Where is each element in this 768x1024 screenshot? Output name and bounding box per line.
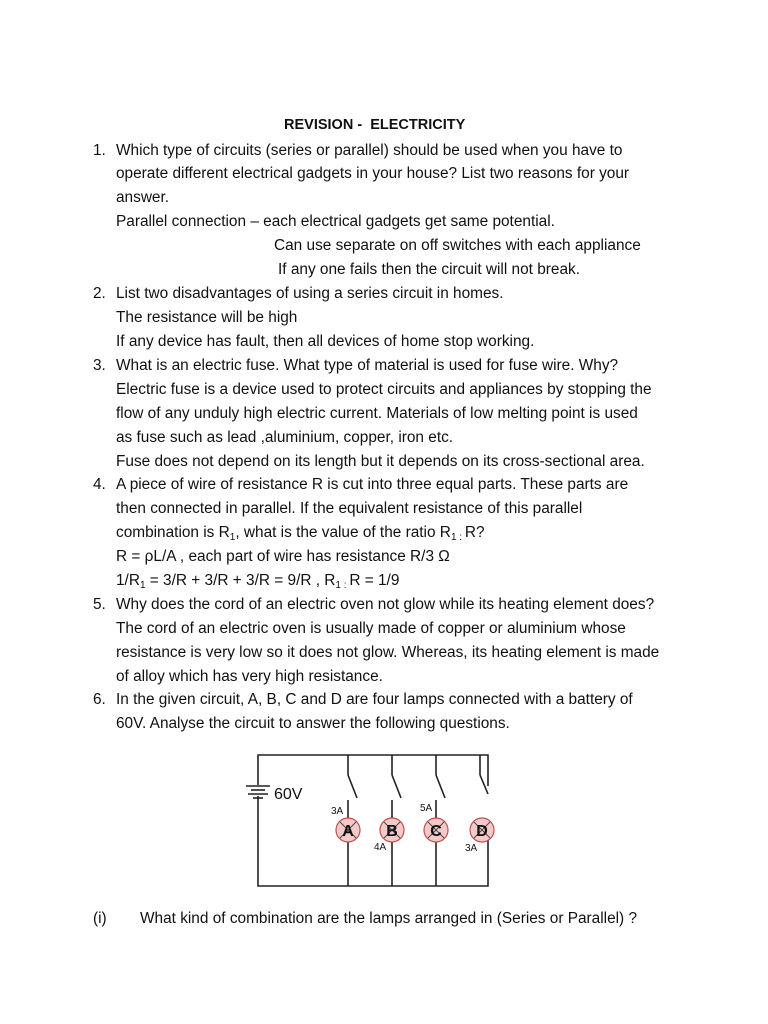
question-line: combination is $R_1$, what is the value of the ratio $R_{1 :}$ R? bbox=[116, 524, 485, 543]
answer-line: of alloy which has very high resistance. bbox=[116, 668, 383, 685]
question-number: 1. bbox=[93, 142, 106, 159]
answer-line: resistance is very low so it does not glow. Whereas, its heating element is made bbox=[116, 644, 660, 661]
answer-line: as fuse such as lead ,aluminium, copper, iron etc. bbox=[116, 429, 454, 446]
lamp-label-b: B bbox=[386, 823, 398, 840]
question-line: List two disadvantages of using a series circuit in homes. bbox=[116, 285, 504, 302]
question-line: A piece of wire of resistance R is cut into three equal parts. These parts are bbox=[116, 476, 629, 493]
current-label-a: 3A bbox=[331, 806, 344, 817]
sub-question-number: (i) bbox=[93, 910, 107, 927]
question-line: What is an electric fuse. What type of material is used for fuse wire. Why? bbox=[116, 357, 619, 374]
sub-question-text: What kind of combination are the lamps arranged in (Series or Parallel) ? bbox=[140, 910, 638, 927]
question-line: answer. bbox=[116, 189, 170, 206]
circuit-diagram bbox=[236, 748, 506, 888]
question-line: In the given circuit, A, B, C and D are four lamps connected with a battery of bbox=[116, 691, 633, 708]
current-label-d: 3A bbox=[465, 843, 478, 854]
question-line: operate different electrical gadgets in your house? List two reasons for your bbox=[116, 165, 630, 182]
answer-line: If any device has fault, then all devices of home stop working. bbox=[116, 333, 535, 350]
question-line: Why does the cord of an electric oven not glow while its heating element does? bbox=[116, 596, 655, 613]
answer-line: Fuse does not depend on its length but it depends on its cross-sectional area. bbox=[116, 453, 645, 470]
question-line: 60V. Analyse the circuit to answer the following questions. bbox=[116, 715, 510, 732]
question-number: 3. bbox=[93, 357, 106, 374]
question-number: 2. bbox=[93, 285, 106, 302]
answer-line: R = ρL/A , each part of wire has resistance R/3 Ω bbox=[116, 548, 450, 565]
question-line: then connected in parallel. If the equivalent resistance of this parallel bbox=[116, 500, 583, 517]
answer-line: Parallel connection – each electrical gadgets get same potential. bbox=[116, 213, 555, 230]
answer-line: If any one fails then the circuit will not break. bbox=[278, 261, 580, 278]
answer-line: Electric fuse is a device used to protect circuits and appliances by stopping the bbox=[116, 381, 652, 398]
question-number: 5. bbox=[93, 596, 106, 613]
battery-label: 60V bbox=[274, 786, 303, 803]
current-label-c: 5A bbox=[420, 803, 433, 814]
lamp-label-d: D bbox=[476, 823, 488, 840]
lamp-label-a: A bbox=[342, 823, 354, 840]
question-number: 6. bbox=[93, 691, 106, 708]
answer-line: $1/R_1 = 3/R + 3/R + 3/R = 9/R$ , $R_{1 :}$ R = 1/9 bbox=[116, 572, 400, 591]
question-line: Which type of circuits (series or parallel) should be used when you have to bbox=[116, 142, 623, 159]
answer-line: The resistance will be high bbox=[116, 309, 298, 326]
page-title: REVISION - ELECTRICITY bbox=[284, 117, 466, 133]
answer-line: The cord of an electric oven is usually made of copper or aluminium whose bbox=[116, 620, 626, 637]
question-number: 4. bbox=[93, 476, 106, 493]
current-label-b: 4A bbox=[374, 842, 387, 853]
answer-line: Can use separate on off switches with each appliance bbox=[274, 237, 641, 254]
lamp-label-c: C bbox=[430, 823, 442, 840]
answer-line: flow of any unduly high electric current. Materials of low melting point is used bbox=[116, 405, 638, 422]
